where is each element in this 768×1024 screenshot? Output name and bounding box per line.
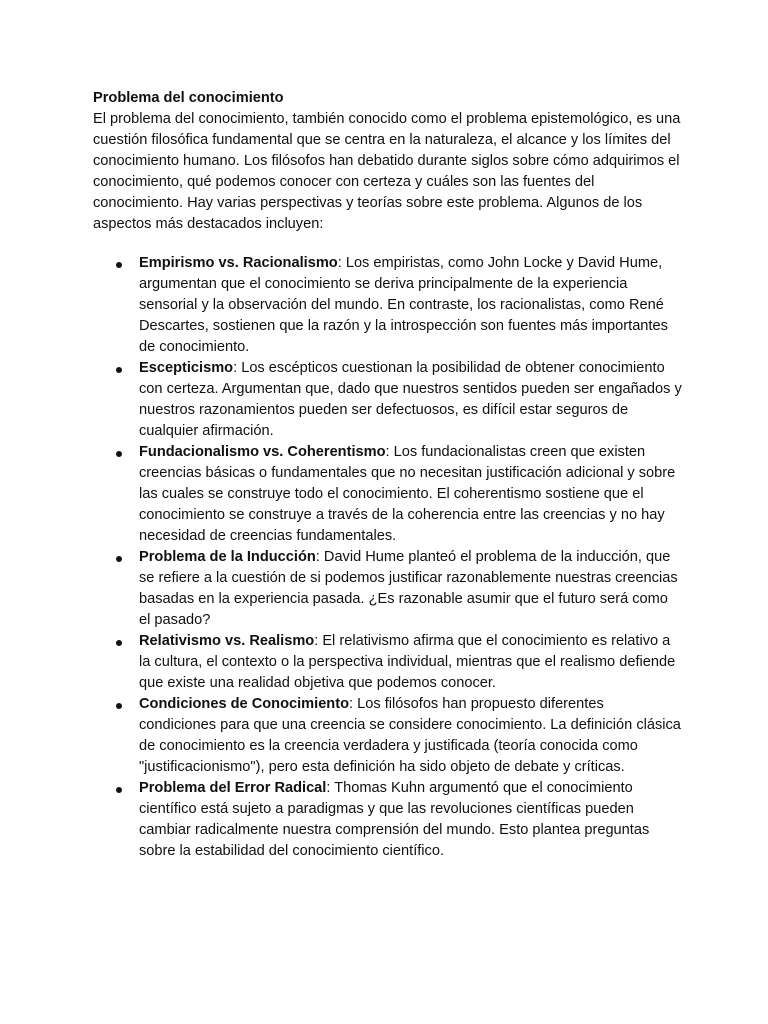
bullet-icon bbox=[116, 556, 122, 562]
item-term: Empirismo vs. Racionalismo bbox=[139, 255, 338, 271]
item-term: Escepticismo bbox=[139, 360, 234, 376]
item-text: : El relativismo afirma que el conocimiento es relativo a la cultura, el contexto o la perspectiva individual, mientras que el realismo defiende que existe una realidad objetiva que podemos conocer. bbox=[139, 633, 676, 691]
list-item bbox=[93, 547, 683, 631]
list-item bbox=[93, 253, 683, 358]
list-item bbox=[93, 442, 683, 547]
item-text: : Los filósofos han propuesto diferentes condiciones para que una creencia se considere conocimiento. La definición clásica de conocimiento es la creencia verdadera y justificada (teoría conocida como "justificacionismo"), pero esta definición ha sido objeto de debate y críticas. bbox=[139, 696, 681, 775]
item-text: : Los fundacionalistas creen que existen creencias básicas o fundamentales que no necesitan justificación adicional y sobre las cuales se construye todo el conocimiento. El coherentismo sostiene que el conocimiento se construye a través de la coherencia entre las creencias y no hay necesidad de creencias fundamentales. bbox=[139, 444, 676, 544]
item-term: Problema del Error Radical bbox=[139, 780, 327, 796]
list-item bbox=[93, 694, 683, 778]
item-text: : David Hume planteó el problema de la inducción, que se refiere a la cuestión de si podemos justificar razonablemente nuestras creencias basadas en la experiencia pasada. ¿Es razonable asumir que el futuro será como el pasado? bbox=[139, 549, 678, 628]
item-term: Relativismo vs. Realismo bbox=[139, 633, 315, 649]
item-term: Problema de la Inducción bbox=[139, 549, 316, 565]
list-item bbox=[93, 358, 683, 442]
bullet-icon bbox=[116, 451, 122, 457]
document-page bbox=[93, 88, 683, 862]
bullet-icon bbox=[116, 262, 122, 268]
list-item bbox=[93, 631, 683, 694]
aspects-list bbox=[93, 253, 683, 862]
item-text: : Thomas Kuhn argumentó que el conocimiento científico está sujeto a paradigmas y que las revoluciones científicas pueden cambiar radicalmente nuestra comprensión del mundo. Esto plantea preguntas sobre la estabilidad del conocimiento científico. bbox=[139, 780, 650, 859]
item-text: : Los empiristas, como John Locke y David Hume, argumentan que el conocimiento se deriva principalmente de la experiencia sensorial y la observación del mundo. En contraste, los racionalistas, como René Descartes, sostienen que la razón y la introspección son fuentes más importantes de conocimiento. bbox=[139, 255, 668, 355]
list-item bbox=[93, 778, 683, 862]
bullet-icon bbox=[116, 787, 122, 793]
item-term: Condiciones de Conocimiento bbox=[139, 696, 349, 712]
bullet-icon bbox=[116, 703, 122, 709]
bullet-icon bbox=[116, 640, 122, 646]
intro-paragraph: El problema del conocimiento, también conocido como el problema epistemológico, es una cuestión filosófica fundamental que se centra en la naturaleza, el alcance y los límites del conocimiento humano. Los filósofos han debatido durante siglos sobre cómo adquirimos el conocimiento, qué podemos conocer con certeza y cuáles son las fuentes del conocimiento. Hay varias perspectivas y teorías sobre este problema. Algunos de los aspectos más destacados incluyen: bbox=[93, 111, 681, 232]
item-text: : Los escépticos cuestionan la posibilidad de obtener conocimiento con certeza. Argumentan que, dado que nuestros sentidos pueden ser engañados y nuestros razonamientos pueden ser defectuosos, es difícil estar seguros de cualquier afirmación. bbox=[139, 360, 682, 439]
document-title: Problema del conocimiento bbox=[93, 90, 284, 106]
bullet-icon bbox=[116, 367, 122, 373]
item-term: Fundacionalismo vs. Coherentismo bbox=[139, 444, 386, 460]
